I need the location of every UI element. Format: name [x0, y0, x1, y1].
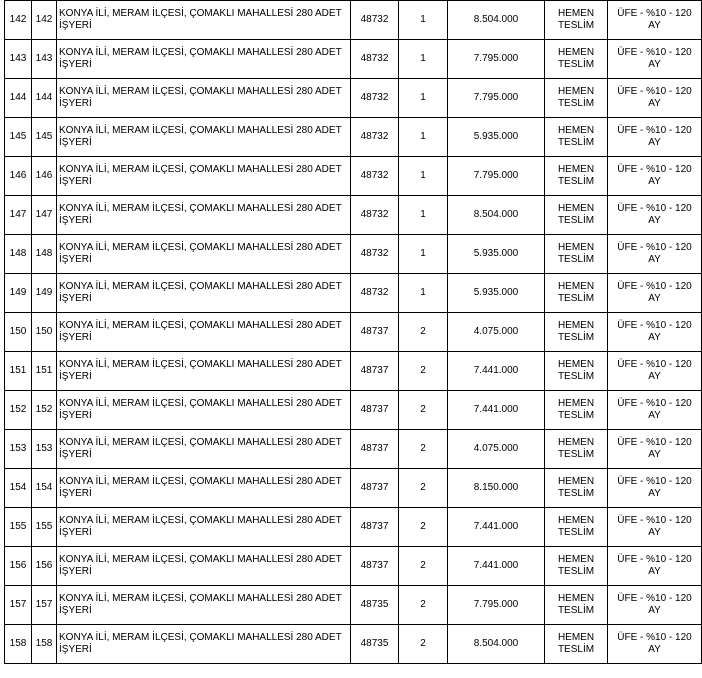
code-cell: 48732	[351, 235, 399, 274]
price-cell: 4.075.000	[448, 313, 545, 352]
item-number-cell: 155	[32, 508, 57, 547]
price-cell: 7.795.000	[448, 157, 545, 196]
item-number-cell: 148	[32, 235, 57, 274]
code-cell: 48735	[351, 625, 399, 664]
price-cell: 7.441.000	[448, 508, 545, 547]
delivery-cell: HEMEN TESLİM	[545, 157, 608, 196]
table-row	[5, 391, 702, 430]
terms-cell: ÜFE - %10 - 120 AY	[608, 508, 702, 547]
terms-cell: ÜFE - %10 - 120 AY	[608, 352, 702, 391]
count-cell: 1	[399, 1, 448, 40]
item-number-cell: 143	[32, 40, 57, 79]
price-cell: 5.935.000	[448, 235, 545, 274]
row-number-cell: 147	[5, 196, 32, 235]
row-number-cell: 157	[5, 586, 32, 625]
row-number-cell: 150	[5, 313, 32, 352]
delivery-cell: HEMEN TESLİM	[545, 547, 608, 586]
table-row	[5, 79, 702, 118]
description-cell: KONYA İLİ, MERAM İLÇESİ, ÇOMAKLI MAHALLESİ 280 ADET İŞYERİ	[57, 79, 351, 118]
count-cell: 1	[399, 118, 448, 157]
code-cell: 48737	[351, 508, 399, 547]
description-cell: KONYA İLİ, MERAM İLÇESİ, ÇOMAKLI MAHALLESİ 280 ADET İŞYERİ	[57, 625, 351, 664]
count-cell: 1	[399, 196, 448, 235]
item-number-cell: 142	[32, 1, 57, 40]
delivery-cell: HEMEN TESLİM	[545, 469, 608, 508]
description-cell: KONYA İLİ, MERAM İLÇESİ, ÇOMAKLI MAHALLESİ 280 ADET İŞYERİ	[57, 547, 351, 586]
table-row	[5, 40, 702, 79]
description-cell: KONYA İLİ, MERAM İLÇESİ, ÇOMAKLI MAHALLESİ 280 ADET İŞYERİ	[57, 118, 351, 157]
terms-cell: ÜFE - %10 - 120 AY	[608, 313, 702, 352]
code-cell: 48737	[351, 547, 399, 586]
code-cell: 48737	[351, 313, 399, 352]
delivery-cell: HEMEN TESLİM	[545, 625, 608, 664]
count-cell: 1	[399, 235, 448, 274]
item-number-cell: 149	[32, 274, 57, 313]
code-cell: 48737	[351, 469, 399, 508]
delivery-cell: HEMEN TESLİM	[545, 79, 608, 118]
code-cell: 48732	[351, 40, 399, 79]
price-cell: 4.075.000	[448, 430, 545, 469]
description-cell: KONYA İLİ, MERAM İLÇESİ, ÇOMAKLI MAHALLESİ 280 ADET İŞYERİ	[57, 274, 351, 313]
item-number-cell: 144	[32, 79, 57, 118]
delivery-cell: HEMEN TESLİM	[545, 430, 608, 469]
terms-cell: ÜFE - %10 - 120 AY	[608, 196, 702, 235]
count-cell: 1	[399, 79, 448, 118]
price-cell: 7.795.000	[448, 79, 545, 118]
row-number-cell: 149	[5, 274, 32, 313]
price-cell: 5.935.000	[448, 274, 545, 313]
price-cell: 8.504.000	[448, 1, 545, 40]
description-cell: KONYA İLİ, MERAM İLÇESİ, ÇOMAKLI MAHALLESİ 280 ADET İŞYERİ	[57, 157, 351, 196]
row-number-cell: 142	[5, 1, 32, 40]
delivery-cell: HEMEN TESLİM	[545, 274, 608, 313]
price-cell: 7.441.000	[448, 352, 545, 391]
table-row	[5, 196, 702, 235]
table-row	[5, 469, 702, 508]
price-cell: 8.150.000	[448, 469, 545, 508]
table-row	[5, 274, 702, 313]
table-row	[5, 157, 702, 196]
terms-cell: ÜFE - %10 - 120 AY	[608, 391, 702, 430]
description-cell: KONYA İLİ, MERAM İLÇESİ, ÇOMAKLI MAHALLESİ 280 ADET İŞYERİ	[57, 391, 351, 430]
description-cell: KONYA İLİ, MERAM İLÇESİ, ÇOMAKLI MAHALLESİ 280 ADET İŞYERİ	[57, 40, 351, 79]
table-row	[5, 118, 702, 157]
terms-cell: ÜFE - %10 - 120 AY	[608, 586, 702, 625]
code-cell: 48737	[351, 430, 399, 469]
delivery-cell: HEMEN TESLİM	[545, 352, 608, 391]
code-cell: 48732	[351, 196, 399, 235]
code-cell: 48737	[351, 352, 399, 391]
terms-cell: ÜFE - %10 - 120 AY	[608, 40, 702, 79]
delivery-cell: HEMEN TESLİM	[545, 40, 608, 79]
count-cell: 2	[399, 469, 448, 508]
item-number-cell: 151	[32, 352, 57, 391]
item-number-cell: 146	[32, 157, 57, 196]
row-number-cell: 146	[5, 157, 32, 196]
count-cell: 1	[399, 274, 448, 313]
description-cell: KONYA İLİ, MERAM İLÇESİ, ÇOMAKLI MAHALLESİ 280 ADET İŞYERİ	[57, 586, 351, 625]
count-cell: 1	[399, 40, 448, 79]
count-cell: 2	[399, 547, 448, 586]
row-number-cell: 152	[5, 391, 32, 430]
code-cell: 48735	[351, 586, 399, 625]
count-cell: 2	[399, 508, 448, 547]
item-number-cell: 158	[32, 625, 57, 664]
code-cell: 48732	[351, 274, 399, 313]
terms-cell: ÜFE - %10 - 120 AY	[608, 235, 702, 274]
table-row	[5, 547, 702, 586]
delivery-cell: HEMEN TESLİM	[545, 313, 608, 352]
row-number-cell: 145	[5, 118, 32, 157]
row-number-cell: 143	[5, 40, 32, 79]
table-row	[5, 313, 702, 352]
count-cell: 2	[399, 313, 448, 352]
table-row	[5, 235, 702, 274]
table-row	[5, 430, 702, 469]
code-cell: 48732	[351, 157, 399, 196]
table-row	[5, 508, 702, 547]
delivery-cell: HEMEN TESLİM	[545, 508, 608, 547]
item-number-cell: 156	[32, 547, 57, 586]
row-number-cell: 154	[5, 469, 32, 508]
row-number-cell: 153	[5, 430, 32, 469]
code-cell: 48732	[351, 79, 399, 118]
count-cell: 1	[399, 157, 448, 196]
table-row	[5, 586, 702, 625]
description-cell: KONYA İLİ, MERAM İLÇESİ, ÇOMAKLI MAHALLESİ 280 ADET İŞYERİ	[57, 313, 351, 352]
row-number-cell: 144	[5, 79, 32, 118]
terms-cell: ÜFE - %10 - 120 AY	[608, 469, 702, 508]
code-cell: 48737	[351, 391, 399, 430]
delivery-cell: HEMEN TESLİM	[545, 196, 608, 235]
terms-cell: ÜFE - %10 - 120 AY	[608, 1, 702, 40]
row-number-cell: 156	[5, 547, 32, 586]
count-cell: 2	[399, 586, 448, 625]
description-cell: KONYA İLİ, MERAM İLÇESİ, ÇOMAKLI MAHALLESİ 280 ADET İŞYERİ	[57, 352, 351, 391]
table-row	[5, 625, 702, 664]
count-cell: 2	[399, 430, 448, 469]
delivery-cell: HEMEN TESLİM	[545, 391, 608, 430]
delivery-cell: HEMEN TESLİM	[545, 118, 608, 157]
description-cell: KONYA İLİ, MERAM İLÇESİ, ÇOMAKLI MAHALLESİ 280 ADET İŞYERİ	[57, 196, 351, 235]
code-cell: 48732	[351, 118, 399, 157]
item-number-cell: 147	[32, 196, 57, 235]
code-cell: 48732	[351, 1, 399, 40]
listing-table	[4, 0, 702, 664]
item-number-cell: 157	[32, 586, 57, 625]
price-cell: 8.504.000	[448, 196, 545, 235]
count-cell: 2	[399, 352, 448, 391]
delivery-cell: HEMEN TESLİM	[545, 235, 608, 274]
row-number-cell: 155	[5, 508, 32, 547]
terms-cell: ÜFE - %10 - 120 AY	[608, 547, 702, 586]
terms-cell: ÜFE - %10 - 120 AY	[608, 157, 702, 196]
price-cell: 7.441.000	[448, 391, 545, 430]
table-row	[5, 1, 702, 40]
count-cell: 2	[399, 391, 448, 430]
terms-cell: ÜFE - %10 - 120 AY	[608, 118, 702, 157]
item-number-cell: 145	[32, 118, 57, 157]
table-row	[5, 352, 702, 391]
description-cell: KONYA İLİ, MERAM İLÇESİ, ÇOMAKLI MAHALLESİ 280 ADET İŞYERİ	[57, 1, 351, 40]
item-number-cell: 150	[32, 313, 57, 352]
price-cell: 5.935.000	[448, 118, 545, 157]
row-number-cell: 148	[5, 235, 32, 274]
terms-cell: ÜFE - %10 - 120 AY	[608, 430, 702, 469]
description-cell: KONYA İLİ, MERAM İLÇESİ, ÇOMAKLI MAHALLESİ 280 ADET İŞYERİ	[57, 430, 351, 469]
price-cell: 7.795.000	[448, 586, 545, 625]
count-cell: 2	[399, 625, 448, 664]
price-cell: 7.795.000	[448, 40, 545, 79]
item-number-cell: 153	[32, 430, 57, 469]
item-number-cell: 152	[32, 391, 57, 430]
price-cell: 8.504.000	[448, 625, 545, 664]
description-cell: KONYA İLİ, MERAM İLÇESİ, ÇOMAKLI MAHALLESİ 280 ADET İŞYERİ	[57, 235, 351, 274]
terms-cell: ÜFE - %10 - 120 AY	[608, 79, 702, 118]
terms-cell: ÜFE - %10 - 120 AY	[608, 274, 702, 313]
row-number-cell: 151	[5, 352, 32, 391]
price-cell: 7.441.000	[448, 547, 545, 586]
delivery-cell: HEMEN TESLİM	[545, 586, 608, 625]
item-number-cell: 154	[32, 469, 57, 508]
terms-cell: ÜFE - %10 - 120 AY	[608, 625, 702, 664]
description-cell: KONYA İLİ, MERAM İLÇESİ, ÇOMAKLI MAHALLESİ 280 ADET İŞYERİ	[57, 508, 351, 547]
description-cell: KONYA İLİ, MERAM İLÇESİ, ÇOMAKLI MAHALLESİ 280 ADET İŞYERİ	[57, 469, 351, 508]
row-number-cell: 158	[5, 625, 32, 664]
delivery-cell: HEMEN TESLİM	[545, 1, 608, 40]
